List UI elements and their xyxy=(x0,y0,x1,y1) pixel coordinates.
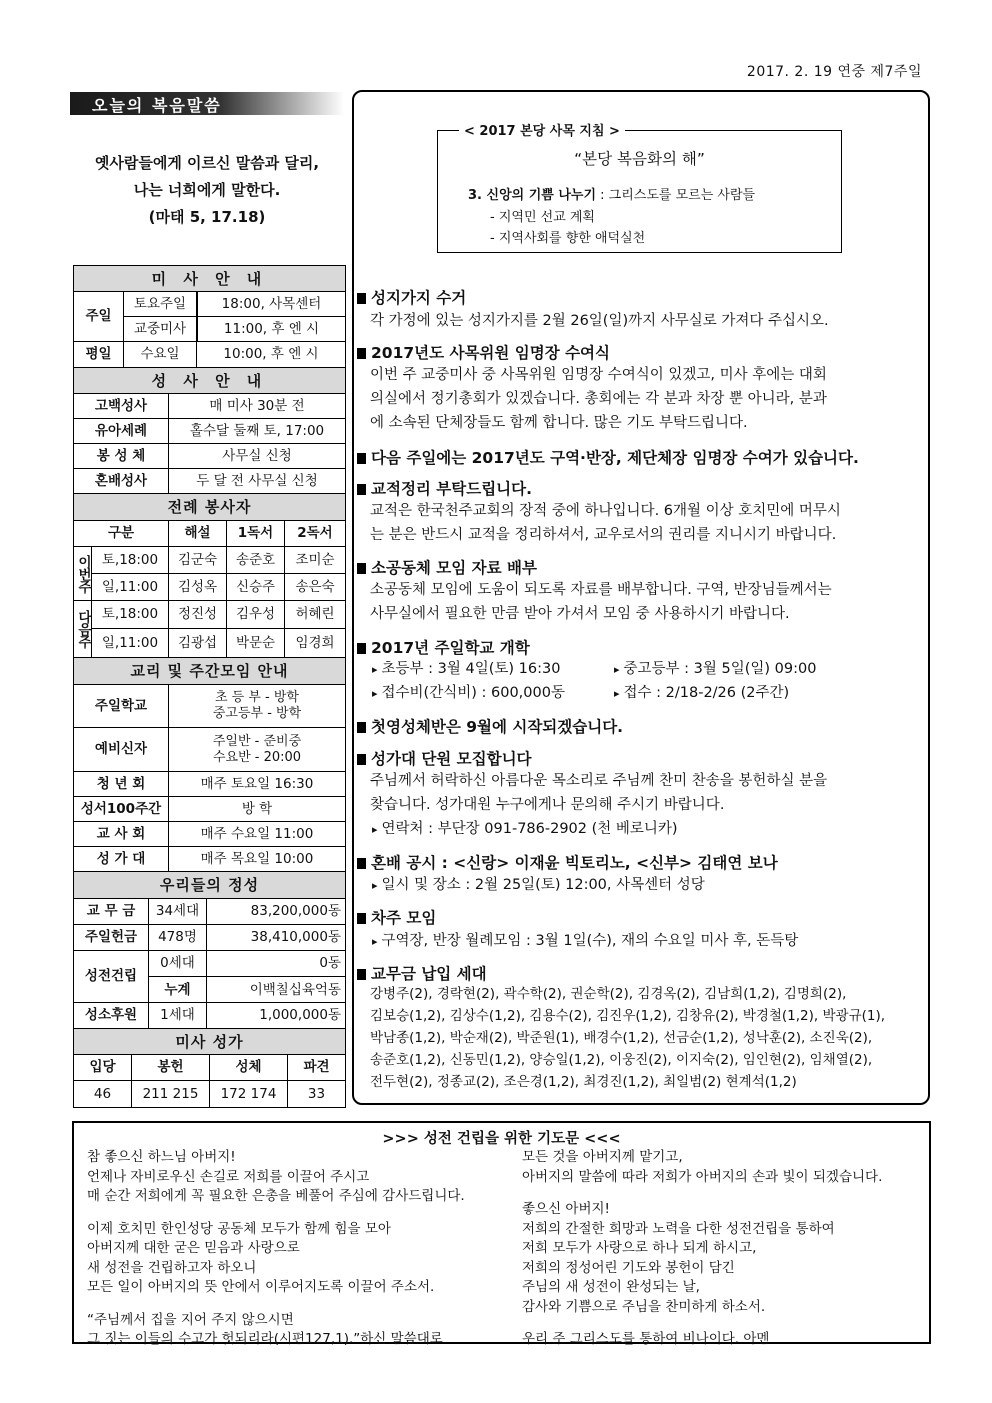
server-time: 토,18:00 xyxy=(92,601,169,629)
server-time: 일,11:00 xyxy=(92,629,169,658)
songs-header: 미사 성가 xyxy=(74,1029,345,1055)
notice-title: 2017년 주일학교 개학 xyxy=(357,636,530,658)
server-time: 일,11:00 xyxy=(92,574,169,601)
server-name: 김우성 xyxy=(227,601,285,629)
notice-bullets xyxy=(372,657,927,705)
offering-header: 우리들의 정성 xyxy=(74,872,345,899)
policy-subs xyxy=(490,207,645,249)
prayer-title: >>> 성전 건립을 위한 기도문 <<< xyxy=(382,1131,621,1147)
building-label: 성전건립 xyxy=(74,951,149,1002)
server-time: 토,18:00 xyxy=(92,547,169,574)
bullet-item: ▸ 초등부 : 3월 4일(토) 16:30 xyxy=(372,661,560,677)
mass-main-time: 11:00, 후 엔 시 xyxy=(197,317,345,342)
server-name: 허혜린 xyxy=(285,601,345,629)
servers-col-headers xyxy=(74,521,345,547)
offering-amount: 1,000,000동 xyxy=(259,1007,341,1023)
square-bullet-icon xyxy=(357,643,366,654)
sacrament-row xyxy=(74,394,345,419)
square-bullet-icon xyxy=(357,969,366,980)
notice-title: 차주 모임 xyxy=(357,906,436,928)
square-bullet-icon xyxy=(357,453,366,464)
offering-amount: 83,200,000동 xyxy=(250,903,341,919)
song-col: 입당 xyxy=(74,1055,132,1080)
songs-col-headers xyxy=(74,1055,345,1081)
sacrament-label: 고백성사 xyxy=(74,394,169,418)
meeting-label: 성서100주간 xyxy=(74,797,169,821)
offering-count: 478명 xyxy=(149,925,207,950)
gospel-reference: (마태 5, 17.18) xyxy=(148,208,266,226)
sacrament-label: 봉 성 체 xyxy=(74,444,169,468)
mass-weekday-row xyxy=(74,342,345,368)
policy-motto: “본당 복음화의 해” xyxy=(574,150,705,168)
server-name: 임경희 xyxy=(295,635,335,651)
meeting-value xyxy=(169,685,345,727)
meeting-row xyxy=(74,847,345,872)
meeting-label: 성 가 대 xyxy=(74,847,169,871)
meeting-label: 교 사 회 xyxy=(74,822,169,846)
meeting-row xyxy=(74,822,345,847)
policy-item xyxy=(468,184,755,203)
server-name: 박문순 xyxy=(227,629,285,658)
square-bullet-icon xyxy=(357,563,366,574)
offering-amount: 38,410,000동 xyxy=(250,929,341,945)
offering-row xyxy=(74,1003,345,1029)
sacrament-value: 매 미사 30분 전 xyxy=(209,397,305,414)
policy-sub: - 지역민 선교 계획 xyxy=(490,210,595,225)
meeting-value: 방 학 xyxy=(241,800,273,817)
sacrament-row xyxy=(74,469,345,494)
mass-wed-label: 수요일 xyxy=(124,342,197,367)
servers-this-week xyxy=(74,547,345,601)
mass-sat-label: 토요주일 xyxy=(124,292,197,317)
mass-weekday-label: 평일 xyxy=(74,342,124,367)
mass-wed-time: 10:00, 후 엔 시 xyxy=(223,346,319,362)
bullet-item: ▸ 접수 : 2/18-2/26 (2주간) xyxy=(614,681,789,706)
song-number: 172 174 xyxy=(210,1081,288,1107)
notice-body: 주님께서 허락하신 아름다운 목소리로 주님께 찬미 찬송을 봉헌하실 분을 찾습니다. 성가대원 누구에게나 문의해 주시기 바랍니다. ▸ 연락처 : 부단장 091-786-2902 (천 베로니카) xyxy=(370,769,925,842)
meeting-label: 주일학교 xyxy=(74,685,169,727)
songs-values xyxy=(74,1081,345,1107)
notice-title: 소공동체 모임 자료 배부 xyxy=(357,556,537,578)
policy-item-title: 3. 신앙의 기쁨 나누기 xyxy=(468,188,597,203)
servers-next-week xyxy=(74,601,345,658)
server-name: 송준호 xyxy=(227,547,285,574)
offering-label: 교 무 금 xyxy=(74,899,149,924)
prayer-left: 참 좋으신 하느님 아버지! 언제나 자비로우신 손길로 저희를 이끌어 주시고 매 순간 저희에게 꼭 필요한 은총을 베풀어 주심에 감사드립니다. 이제 호치민 한인성당 공동체 모두가 함께 힘을 모아 아버지께 대한 굳은 믿음과 사랑으로 새 성전을 건립하고자 하오니 모든 일이 아버지의 뜻 안에서 이루어지도록 이끌어 주소서. “주님께서 집을 지어 주지 않으시면 그 짓는 이들의 수고가 헛되리라(시편127,1).”하신 말씀대로 xyxy=(87,1149,465,1347)
col-header: 구분 xyxy=(74,521,169,546)
notice-title: 첫영성체반은 9월에 시작되겠습니다. xyxy=(357,715,623,737)
col-header: 1독서 xyxy=(227,521,285,546)
server-name: 신승주 xyxy=(227,574,285,601)
notice-body: 이번 주 교중미사 중 사목위원 임명장 수여식이 있겠고, 미사 후에는 대회 의실에서 정기총회가 있겠습니다. 총회에는 각 분과 차장 뿐 아니라, 분과 에 소속된 단체장들도 함께 합니다. 많은 기도 부탁드립니다. xyxy=(370,367,827,431)
gospel-line: 옛사람들에게 이르신 말씀과 달리, xyxy=(94,154,320,172)
building-row xyxy=(74,951,345,1003)
sacrament-label: 혼배성사 xyxy=(74,469,169,493)
col-header: 2독서 xyxy=(297,525,333,541)
sacrament-row xyxy=(74,444,345,469)
notice-title: 성지가지 수거 xyxy=(357,286,466,308)
square-bullet-icon xyxy=(357,348,366,359)
notice-body: 교적은 한국천주교회의 장적 중에 하나입니다. 6개월 이상 호치민에 머무시 는 분은 반드시 교적을 정리하셔서, 교우로서의 권리를 지니시기 바랍니다. xyxy=(370,503,841,543)
bullet-item: ▸ 일시 및 장소 : 2월 25일(토) 12:00, 사목센터 성당 xyxy=(372,877,705,893)
bulletin-date: 2017. 2. 19 연중 제7주일 xyxy=(746,64,922,80)
notice-body: 각 가정에 있는 성지가지를 2월 26일(일)까지 사무실로 가져다 주십시오. xyxy=(370,313,829,329)
notice-title: 교적정리 부탁드립니다. xyxy=(357,477,532,499)
names-list: 강병주(2), 경락현(2), 곽수학(2), 권순학(2), 김경옥(2), 김남희(1,2), 김명희(2), 김보승(1,2), 김상수(1,2), 김용수(2), 김진우(1,2), 김창유(2), 박경철(1,2), 박광규(1), 박남종(1,2), 박순재(2), 박준원(1), 배경수(1,2), 선금순(1,2), 성낙훈(2), 소진욱(2), 송준호(1,2), 신동민(1,2), 양승일(1,2), 이웅진(2), 이지숙(2), 임인현(2), 임채열(2), 전두현(2), 정종교(2), 조은경(1,2), 최경진(1,2), 최일범(2) 현계석(1,2) xyxy=(370,986,886,1090)
square-bullet-icon xyxy=(357,484,366,495)
info-table xyxy=(73,265,346,1108)
mass-sunday-row xyxy=(74,292,345,342)
mass-header: 미 사 안 내 xyxy=(74,266,345,292)
col-header: 해설 xyxy=(169,521,227,546)
prayer-right: 모든 것을 아버지께 맡기고, 아버지의 말씀에 따라 저희가 아버지의 손과 빛이 되겠습니다. 좋으신 아버지! 저희의 간절한 희망과 노력을 다한 성전건립을 통하여 저희 모두가 사랑으로 하나 되게 하시고, 저희의 정성어린 기도와 봉헌이 담긴 주님의 새 성전이 완성되는 날, 감사와 기쁨으로 주님을 찬미하게 하소서. 우리 주 그리스도를 통하여 비나이다. 아멘 xyxy=(522,1149,883,1347)
server-name: 김광섭 xyxy=(169,629,227,658)
meetings-header: 교리 및 주간모임 안내 xyxy=(74,658,345,685)
square-bullet-icon xyxy=(357,913,366,924)
offering-count: 1세대 xyxy=(149,1003,207,1028)
notice-title: 교무금 납입 세대 xyxy=(357,962,487,984)
notice-title: 혼배 공시 : <신랑> 이재윤 빅토리노, <신부> 김태연 보나 xyxy=(357,851,778,873)
square-bullet-icon xyxy=(357,754,366,765)
building-count: 0세대 xyxy=(149,951,207,977)
meeting-row xyxy=(74,728,345,772)
notice-bullets xyxy=(372,873,927,898)
meeting-row xyxy=(74,685,345,728)
bullet-item: ▸ 접수비(간식비) : 600,000동 xyxy=(372,685,565,701)
gospel-line: 나는 너희에게 말한다. xyxy=(133,181,281,199)
policy-title: < 2017 본당 사목 지침 > xyxy=(459,120,625,139)
policy-item-desc: : 그리스도를 모르는 사람들 xyxy=(596,188,756,203)
offering-row xyxy=(74,899,345,925)
offering-label: 성소후원 xyxy=(74,1003,149,1028)
offering-row xyxy=(74,925,345,951)
gospel-header xyxy=(70,92,344,115)
meeting-value: 매주 목요일 10:00 xyxy=(200,850,314,867)
song-col: 성체 xyxy=(210,1055,288,1080)
meeting-row xyxy=(74,797,345,822)
mass-sat-time: 18:00, 사목센터 xyxy=(197,292,345,317)
notice-body: 소공동체 모임에 도움이 되도록 자료를 배부합니다. 구역, 반장님들께서는 사무실에서 필요한 만큼 받아 가셔서 모임 중 사용하시기 바랍니다. xyxy=(370,582,832,622)
meeting-row xyxy=(74,772,345,797)
server-name: 정진성 xyxy=(169,601,227,629)
gospel-header-label: 오늘의 복음말씀 xyxy=(92,96,222,115)
notice-title: 2017년도 사목위원 임명장 수여식 xyxy=(357,341,610,363)
sacrament-label: 유아세례 xyxy=(74,419,169,443)
sacrament-value: 두 달 전 사무실 신청 xyxy=(196,472,318,489)
meeting-line: 초 등 부 - 방학 xyxy=(214,690,299,705)
song-col: 봉헌 xyxy=(132,1055,210,1080)
song-number: 211 215 xyxy=(132,1081,210,1107)
bullet-item: ▸ 중고등부 : 3월 5일(일) 09:00 xyxy=(614,657,816,682)
song-number: 33 xyxy=(307,1085,326,1102)
square-bullet-icon xyxy=(357,293,366,304)
offering-count: 34세대 xyxy=(149,899,207,924)
sacrament-value: 사무실 신청 xyxy=(222,447,292,464)
server-name: 송은숙 xyxy=(295,579,335,595)
server-name: 김성옥 xyxy=(169,574,227,601)
meeting-value: 매주 토요일 16:30 xyxy=(200,775,314,792)
meeting-label: 청 년 회 xyxy=(74,772,169,796)
meeting-line: 중고등부 - 방학 xyxy=(212,706,302,721)
notice-title: 다음 주일에는 2017년도 구역·반장, 제단체장 임명장 수여가 있습니다. xyxy=(357,446,859,468)
song-number: 46 xyxy=(74,1081,132,1107)
this-week-label: 이번주 xyxy=(74,547,92,600)
mass-main-label: 교중미사 xyxy=(124,317,197,342)
meeting-line: 주일반 - 준비중 xyxy=(212,733,302,749)
sacrament-header: 성 사 안 내 xyxy=(74,368,345,394)
notice-bullets xyxy=(372,929,927,954)
meeting-label: 예비신자 xyxy=(74,728,169,771)
sacrament-value: 홀수달 둘째 토, 17:00 xyxy=(189,422,325,439)
meeting-value xyxy=(169,728,345,771)
policy-sub: - 지역사회를 향한 애덕실천 xyxy=(490,231,646,246)
building-total: 이백칠십육억동 xyxy=(249,981,341,998)
next-week-label: 다음주 xyxy=(74,601,92,657)
square-bullet-icon xyxy=(357,858,366,869)
offering-label: 주일헌금 xyxy=(74,925,149,950)
server-name: 조미순 xyxy=(285,547,345,574)
meeting-line: 수요반 - 20:00 xyxy=(212,749,302,765)
meeting-value: 매주 수요일 11:00 xyxy=(200,825,314,842)
notice-title: 성가대 단원 모집합니다 xyxy=(357,747,532,769)
servers-header: 전례 봉사자 xyxy=(74,494,345,521)
gospel-text xyxy=(70,150,344,231)
song-col: 파견 xyxy=(303,1059,330,1075)
bullet-item: ▸ 구역장, 반장 월례모임 : 3월 1일(수), 재의 수요일 미사 후, 돈득탕 xyxy=(372,933,798,949)
building-total-label: 누계 xyxy=(149,977,207,1003)
mass-sunday-label: 주일 xyxy=(74,292,124,341)
sacrament-row xyxy=(74,419,345,444)
square-bullet-icon xyxy=(357,722,366,733)
server-name: 김군숙 xyxy=(169,547,227,574)
bullet-item: ▸ 연락처 : 부단장 091-786-2902 (천 베로니카) xyxy=(372,821,678,837)
building-amount: 0동 xyxy=(207,951,345,977)
